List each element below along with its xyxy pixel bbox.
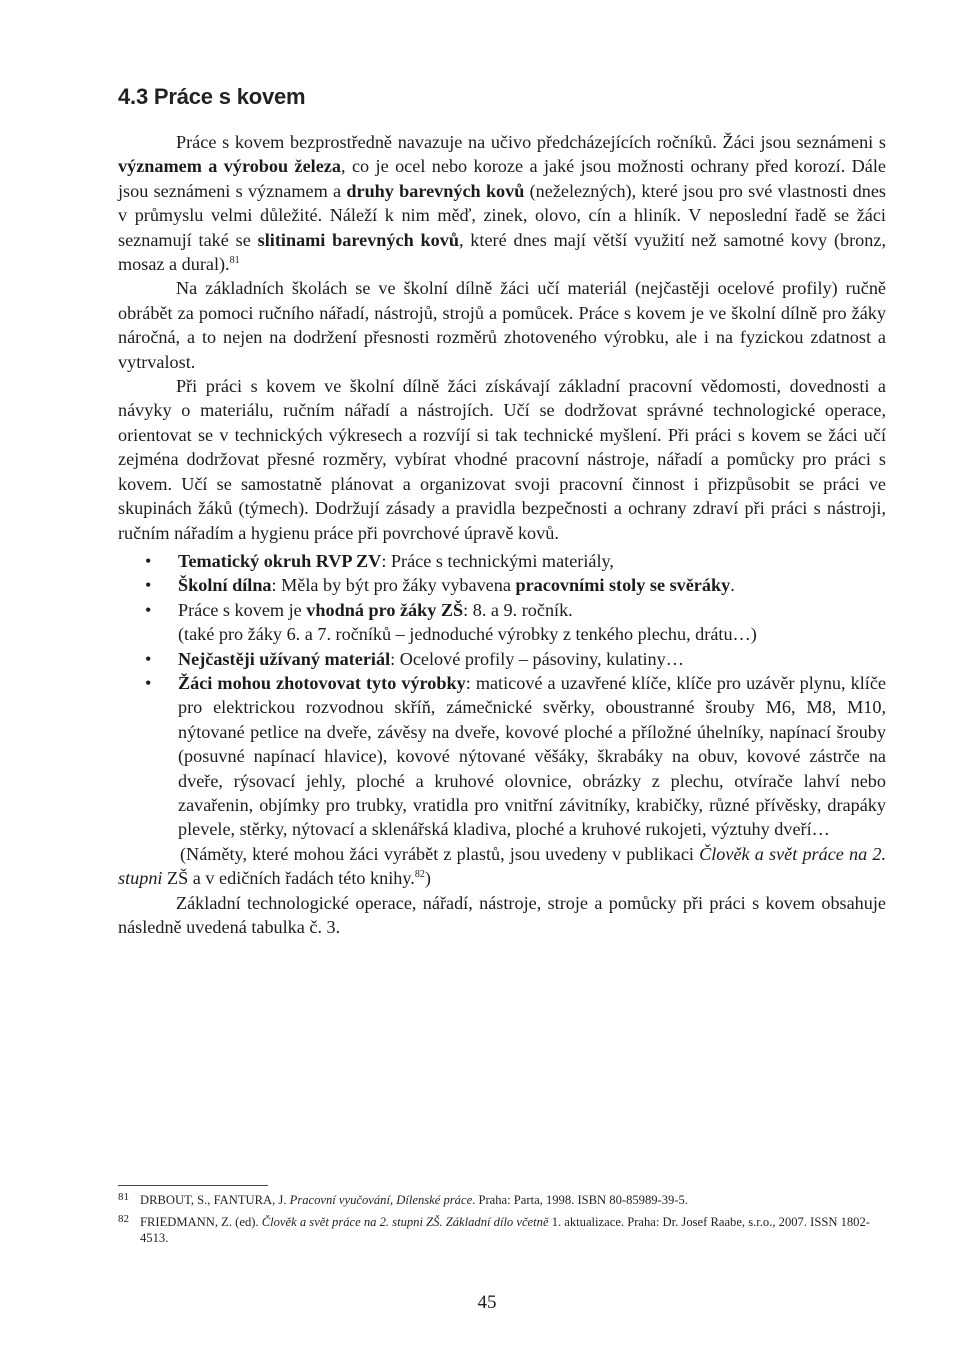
- bullet-icon: •: [145, 599, 152, 620]
- footnote-82: 82 FRIEDMANN, Z. (ed). Člověk a svět práce na 2. stupni ZŠ. Základní dílo včetně 1. aktualizace. Praha: Dr. Josef Raabe, s.r.o., 2007. ISSN 1802-4513.: [118, 1212, 870, 1245]
- footnote-81: 81 DRBOUT, S., FANTURA, J. Pracovní vyučování, Dílenské práce. Praha: Parta, 1998. ISBN 80-85989-39-5.: [118, 1191, 688, 1207]
- page-number: 45: [477, 1292, 497, 1313]
- bullet-icon: •: [145, 648, 152, 669]
- body-text: [118, 130, 886, 939]
- bullet-item-workshop: • Školní dílna: Měla by být pro žáky vybavena pracovními stoly se svěráky.: [118, 573, 886, 597]
- bullet-item-material: • Nejčastěji užívaný materiál: Ocelové profily – pásoviny, kulatiny…: [118, 647, 886, 671]
- paragraph-schools: Na základních školách se ve školní dílně žáci učí materiál (nejčastěji ocelové profily) ručně obrábět za pomoci ručního nářadí, nástrojů, strojů a pomůcek. Práce s kovem je ve školní dílně pro žáky náročná, a to nejen na dodržení přesnosti rozměrů zhotoveného výrobku, ale i na fyzickou zdatnost a vytrvalost.: [118, 278, 886, 372]
- footnote-ref[interactable]: 82: [414, 869, 425, 881]
- paragraph-intro: Práce s kovem bezprostředně navazuje na učivo předcházejících ročníků. Žáci jsou seznámeni s významem a výrobou železa, co je ocel nebo koroze a jaké jsou možnosti ochrany před korozí. Dále jsou seznámeni s významem a druhy barevných kovů (neželezných), které jsou pro své vlastnosti dnes v průmyslu velmi důležité. Náleží k nim měď, zinek, olovo, cín a hliník. V neposlední řadě se žáci seznamují také se slitinami barevných kovů, které dnes mají větší využití než samotné kovy (bronz, mosaz a dural).$^{81}$: [118, 132, 886, 275]
- paragraph-skills: Při práci s kovem ve školní dílně žáci získávají základní pracovní vědomosti, dovednosti a návyky o materiálu, ručním nářadí a nástrojích. Učí se dodržovat správné technologické operace, orientovat se v technických výkresech a rozvíjí si tak technické myšlení. Při práci s kovem se žáci učí zejména dodržovat přesné rozměry, vybírat vhodné pracovní nástroje, nářadí a pomůcky pro práci s kovem. Učí se samostatně plánovat a organizovat svoji pracovní činnost i přizpůsobit se práci ve skupinách žáků (týmech). Dodržují zásady a pravidla bezpečnosti a ochrany zdraví při práci s nástroji, ručním nářadím a hygienu práce při povrchové úpravě kovů.: [118, 376, 886, 543]
- footnote-number: 82: [118, 1212, 129, 1225]
- bullet-icon: •: [145, 575, 152, 596]
- bullet-item-topic: • Tematický okruh RVP ZV: Práce s technickými materiály,: [118, 549, 886, 573]
- paragraph-closing: Základní technologické operace, nářadí, nástroje, stroje a pomůcky při práci s kovem obsahuje následně uvedená tabulka č. 3.: [118, 892, 886, 937]
- bullet-list: [118, 549, 886, 842]
- bold-term: druhy barevných kovů: [346, 180, 525, 201]
- footnote-number: 81: [118, 1191, 129, 1203]
- bullet-icon: •: [145, 550, 152, 571]
- bullet-item-grade: • Práce s kovem je vhodná pro žáky ZŠ: 8. a 9. ročník.: [118, 598, 886, 622]
- bullet-icon: •: [145, 672, 152, 693]
- bullet-item-products: • Žáci mohou zhotovovat tyto výrobky: maticové a uzavřené klíče, klíče pro uzávěr plynu, klíče pro elektrickou rozvodnou skříň, zámečnické svěrky, oboustranné šrouby M6, M8, M10, nýtované petlice na dveře, závěsy na dveře, kovové ploché a příložné úhelníky, napínací šrouby (posuvné napínací hlavice), kovové nýtované věšáky, škrabáky na obuv, kovové zástrče na dveře, rýsovací jehly, ploché a kruhové olovnice, obrázky z plechu, otvírače lahví nebo zavařenin, objímky pro trubky, vratidla pro vnitřní závitníky, krabičky, různé přívěsky, drapáky plevele, stěrky, nýtovací a sklenářská kladiva, ploché a kruhové rukojeti, výztuhy dveří…: [145, 672, 886, 840]
- paragraph-plastics: (Náměty, které mohou žáci vyrábět z plastů, jsou uvedeny v publikaci Člověk a svět práce na 2. stupni ZŠ a v edičních řadách této knihy.$^{82}$): [118, 843, 886, 889]
- publication-title: Člověk a svět práce na 2. stupni: [118, 843, 886, 889]
- section-heading: 4.3 Práce s kovem: [118, 84, 306, 109]
- footnote-ref[interactable]: 81: [229, 255, 240, 267]
- bullet-continuation: (také pro žáky 6. a 7. ročníků – jednoduché výrobky z tenkého plechu, drátu…): [178, 624, 757, 645]
- bold-term: významem a výrobou železa: [118, 156, 341, 177]
- footnote-divider: [118, 1185, 268, 1186]
- bold-term: slitinami barevných kovů: [257, 229, 459, 250]
- footnotes: [118, 1192, 888, 1252]
